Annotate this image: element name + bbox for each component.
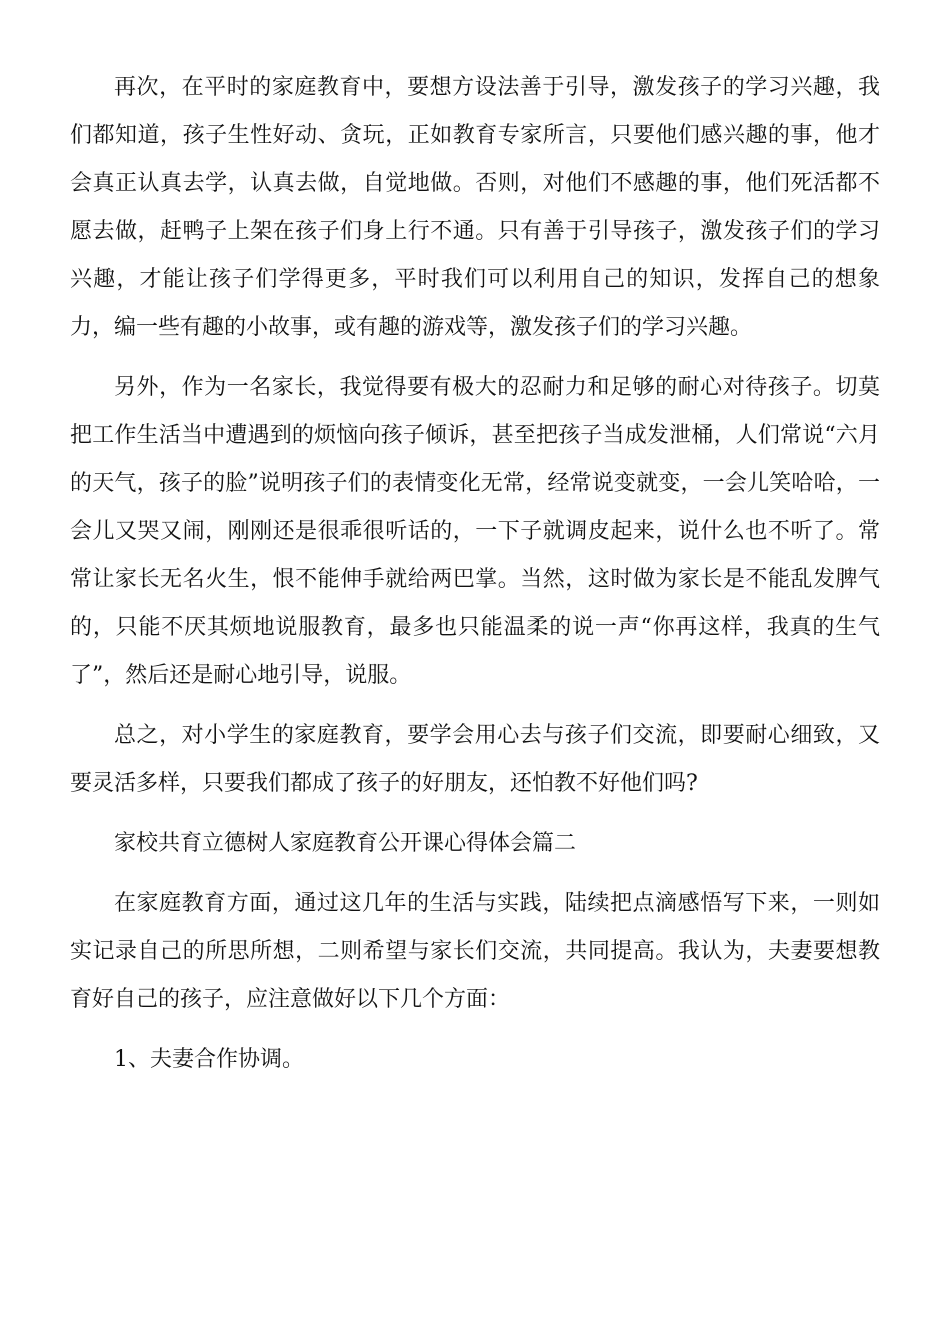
list-item-1: 1、夫妻合作协调。 [114, 1047, 304, 1072]
paragraph-patience: 另外，作为一名家长，我觉得要有极大的忍耐力和足够的耐心对待孩子。切莫把工作生活当中遭遇到的烦恼向孩子倾诉，甚至把孩子当成发泄桶，人们常说“六月的天气，孩子的脸”说明孩子们的表情变化无常，经常说变就变，一会儿笑哈哈，一会儿又哭又闹，刚刚还是很乖很听话的，一下子就调皮起来，说什么也不听了。常常让家长无名火生，恨不能伸手就给两巴掌。当然，这时做为家长是不能乱发脾气的，只能不厌其烦地说服教育，最多也只能温柔的说一声“你再这样，我真的生气了”，然后还是耐心地引导，说服。 [70, 375, 880, 688]
paragraph-interest: 再次，在平时的家庭教育中，要想方设法善于引导，激发孩子的学习兴趣，我们都知道，孩子生性好动、贪玩，正如教育专家所言，只要他们感兴趣的事，他才会真正认真去学，认真去做，自觉地做。否则，对他们不感趣的事，他们死活都不愿去做，赶鸭子上架在孩子们身上行不通。只有善于引导孩子，激发孩子们的学习兴趣，才能让孩子们学得更多，平时我们可以利用自己的知识，发挥自己的想象力，编一些有趣的小故事，或有趣的游戏等，激发孩子们的学习兴趣。 [70, 75, 880, 340]
paragraph-intro: 在家庭教育方面，通过这几年的生活与实践，陆续把点滴感悟写下来，一则如实记录自己的所思所想，二则希望与家长们交流，共同提高。我认为，夫妻要想教育好自己的孩子，应注意做好以下几个方面： [70, 891, 880, 1012]
paragraph-conclusion: 总之，对小学生的家庭教育，要学会用心去与孩子们交流，即要耐心细致，又要灵活多样，只要我们都成了孩子的好朋友，还怕教不好他们吗? [70, 723, 880, 796]
section-heading: 家校共育立德树人家庭教育公开课心得体会篇二 [114, 831, 577, 856]
document-body [70, 64, 880, 1096]
